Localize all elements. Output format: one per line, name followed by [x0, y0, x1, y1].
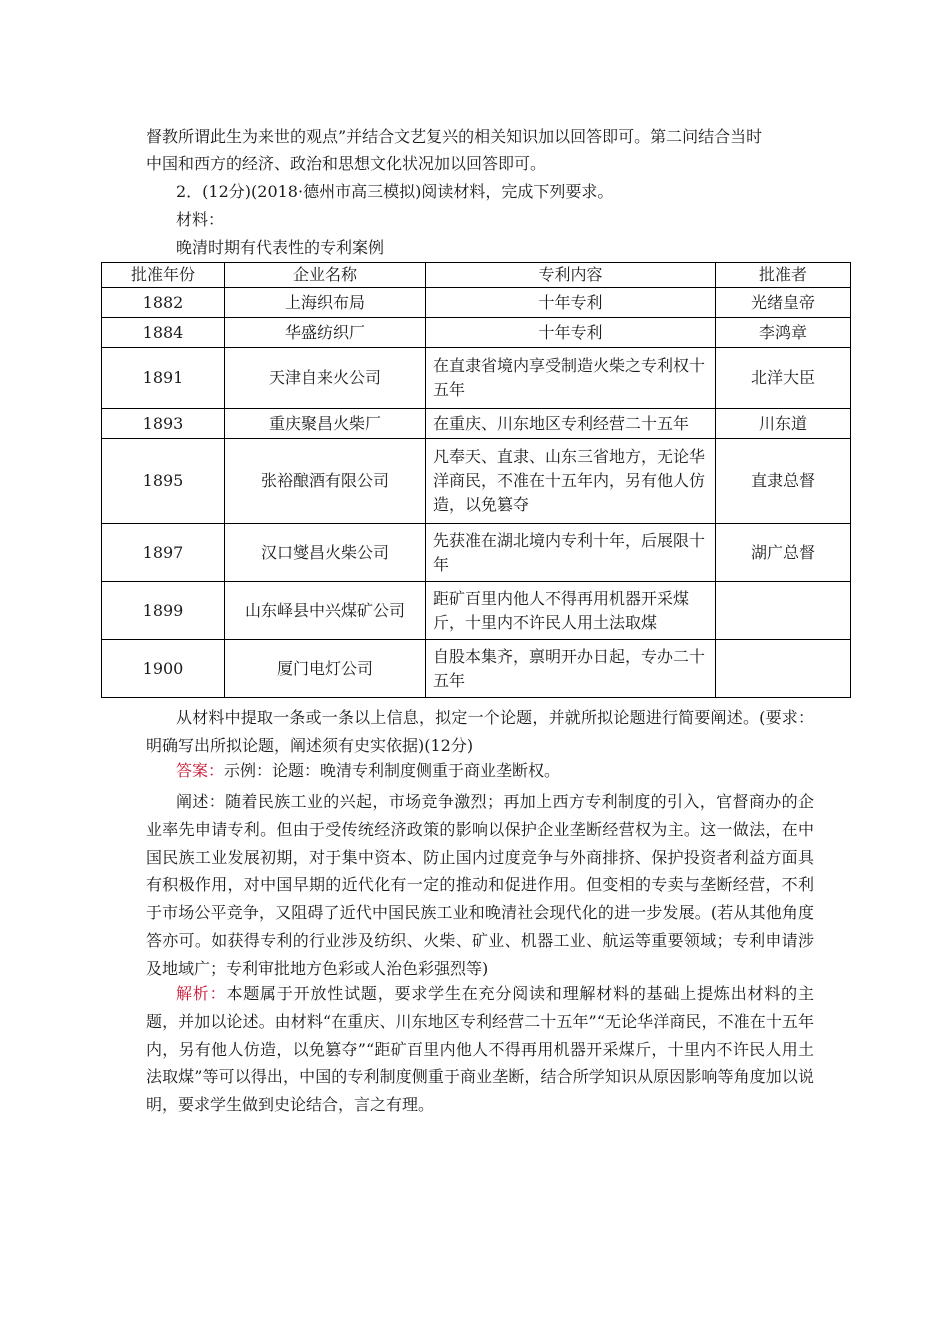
cell-content: 先获准在湖北境内专利十年，后展限十年 — [426, 524, 716, 582]
table-header-row — [102, 263, 851, 288]
cell-approver — [716, 640, 851, 698]
cell-year: 1897 — [102, 524, 225, 582]
table-row — [102, 318, 851, 348]
answer-label: 答案： — [176, 761, 225, 780]
cell-content: 凡奉天、直隶、山东三省地方，无论华洋商民，不准在十五年内，另有他人仿造，以免篡夺 — [426, 439, 716, 524]
cell-approver: 光绪皇帝 — [716, 288, 851, 318]
elaboration-text: 阐述：随着民族工业的兴起，市场竞争激烈；再加上西方专利制度的引入，官督商办的企业率先申请专利。但由于受传统经济政策的影响以保护企业垄断经营权为主。这一做法，在中国民族工业发展初期，对于集中资本、防止国内过度竞争与外商排挤、保护投资者利益方面具有积极作用，对中国早期的近代化有一定的推动和促进作用。但变相的专卖与垄断经营，不利于市场公平竞争，又阻碍了近代中国民族工业和晚清社会现代化的进一步发展。(若从其他角度答亦可。如获得专利的行业涉及纺织、火柴、矿业、机器工业、航运等重要领域；专利申请涉及地域广；专利审批地方色彩或人治色彩强烈等) — [146, 792, 814, 978]
cell-approver: 直隶总督 — [716, 439, 851, 524]
cell-approver: 北洋大臣 — [716, 348, 851, 409]
cell-content: 自股本集齐，禀明开办日起，专办二十五年 — [426, 640, 716, 698]
cell-year: 1882 — [102, 288, 225, 318]
requirement-text: 从材料中提取一条或一条以上信息，拟定一个论题，并就所拟论题进行简要阐述。(要求：明确写出所拟论题，阐述须有史实依据)(12分) — [146, 708, 814, 755]
intro-line-1: 督教所谓此生为来世的观点”并结合文艺复兴的相关知识加以回答即可。第二问结合当时 — [146, 127, 763, 146]
cell-year: 1900 — [102, 640, 225, 698]
cell-company: 汉口燮昌火柴公司 — [225, 524, 426, 582]
header-approver: 批准者 — [716, 263, 851, 288]
answer-text: 示例：论题：晚清专利制度侧重于商业垄断权。 — [224, 761, 561, 780]
cell-company: 重庆聚昌火柴厂 — [225, 409, 426, 439]
header-year: 批准年份 — [102, 263, 225, 288]
cell-year: 1893 — [102, 409, 225, 439]
cell-company: 华盛纺织厂 — [225, 318, 426, 348]
table-title: 晚清时期有代表性的专利案例 — [176, 238, 385, 257]
cell-company: 上海织布局 — [225, 288, 426, 318]
cell-company: 张裕酿酒有限公司 — [225, 439, 426, 524]
material-label: 材料： — [176, 210, 225, 229]
analysis-text: 本题属于开放性试题，要求学生在充分阅读和理解材料的基础上提炼出材料的主题，并加以论述。由材料“在重庆、川东地区专利经营二十五年”“无论华洋商民，不准在十五年内，另有他人仿造，以免篡夺”“距矿百里内他人不得再用机器开采煤斤，十里内不许民人用土法取煤”等可以得出，中国的专利制度侧重于商业垄断，结合所学知识从原因影响等角度加以说明，要求学生做到史论结合，言之有理。 — [146, 984, 814, 1115]
cell-company: 山东峄县中兴煤矿公司 — [225, 582, 426, 640]
table-row — [102, 288, 851, 318]
cell-approver: 李鸿章 — [716, 318, 851, 348]
cell-company: 厦门电灯公司 — [225, 640, 426, 698]
cell-company: 天津自来火公司 — [225, 348, 426, 409]
cell-year: 1895 — [102, 439, 225, 524]
cell-content: 十年专利 — [426, 288, 716, 318]
analysis-paragraph — [146, 980, 814, 1119]
question-header: 2．(12分)(2018·德州市高三模拟)阅读材料，完成下列要求。 — [176, 182, 614, 201]
cell-approver: 川东道 — [716, 409, 851, 439]
cell-content: 距矿百里内他人不得再用机器开采煤斤，十里内不许民人用土法取煤 — [426, 582, 716, 640]
table-row — [102, 640, 851, 698]
table-row — [102, 439, 851, 524]
header-content: 专利内容 — [426, 263, 716, 288]
cell-year: 1899 — [102, 582, 225, 640]
patent-cases-table — [101, 262, 851, 698]
table-row — [102, 409, 851, 439]
cell-content: 十年专利 — [426, 318, 716, 348]
cell-content: 在直隶省境内享受制造火柴之专利权十五年 — [426, 348, 716, 409]
cell-content: 在重庆、川东地区专利经营二十五年 — [426, 409, 716, 439]
cell-approver: 湖广总督 — [716, 524, 851, 582]
table-row — [102, 348, 851, 409]
table-row — [102, 582, 851, 640]
table-row — [102, 524, 851, 582]
analysis-label: 解析： — [176, 984, 227, 1003]
header-company: 企业名称 — [225, 263, 426, 288]
cell-year: 1891 — [102, 348, 225, 409]
intro-line-2: 中国和西方的经济、政治和思想文化状况加以回答即可。 — [146, 154, 547, 173]
answer-line — [176, 759, 560, 783]
cell-approver — [716, 582, 851, 640]
cell-year: 1884 — [102, 318, 225, 348]
